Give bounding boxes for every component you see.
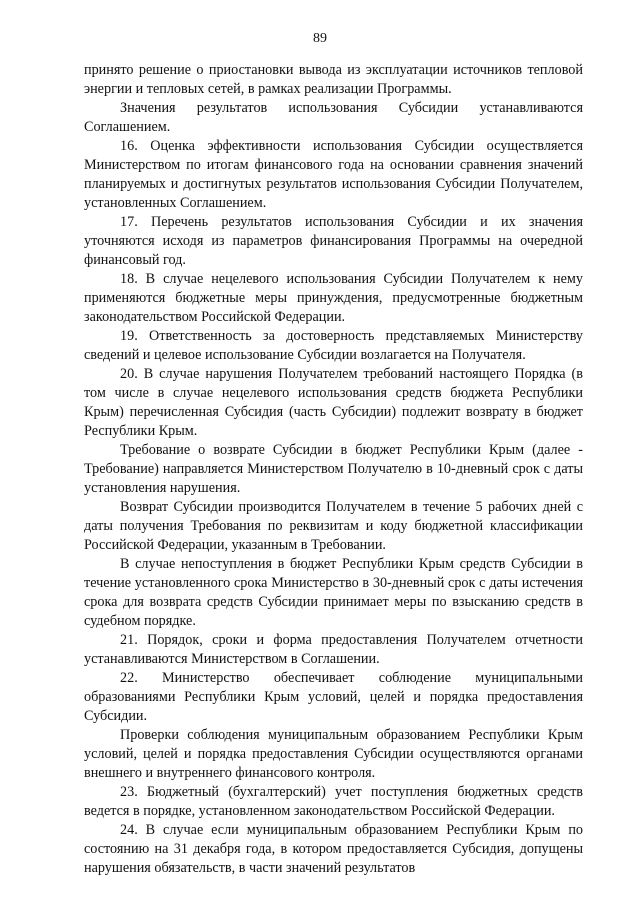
paragraph-17: 17. Перечень результатов использования Субсидии и их значения уточняются исходя из параметров финансирования Программы на очередной финансовый год. [84,214,583,268]
paragraph-22-inspections: Проверки соблюдения муниципальным образованием Республики Крым условий, целей и порядка предоставления Субсидии осуществляются органами внешнего и внутреннего финансового контроля. [84,727,583,781]
paragraph-20-non-receipt: В случае непоступления в бюджет Республики Крым средств Субсидии в течение установленного срока Министерство в 30-дневный срок с даты истечения срока для возврата средств Субсидии принимает меры по взысканию средств в судебном порядке. [84,556,583,629]
paragraph-24: 24. В случае если муниципальным образованием Республики Крым по состоянию на 31 декабря года, в котором предоставляется Субсидия, допущены нарушения обязательств, в части значений результатов [84,822,583,876]
paragraph-20-requirement: Требование о возврате Субсидии в бюджет Республики Крым (далее - Требование) направляется Министерством Получателю в 10-дневный срок с даты установления нарушения. [84,442,583,496]
paragraph-20: 20. В случае нарушения Получателем требований настоящего Порядка (в том числе в случае нецелевого использования средств бюджета Республики Крым) перечисленная Субсидия (часть Субсидии) подлежит возврату в бюджет Республики Крым. [84,366,583,439]
paragraph-continuation: принято решение о приостановки вывода из эксплуатации источников тепловой энергии и тепловых сетей, в рамках реализации Программы. [84,62,583,97]
paragraph-19: 19. Ответственность за достоверность представляемых Министерству сведений и целевое использование Субсидии возлагается на Получателя. [84,328,583,363]
paragraph-16: 16. Оценка эффективности использования Субсидии осуществляется Министерством по итогам финансового года на основании сравнения значений планируемых и достигнутых результатов использования Субсидии Получателем, установленных Соглашением. [84,138,583,211]
paragraph-22: 22. Министерство обеспечивает соблюдение муниципальными образованиями Республики Крым условий, целей и порядка предоставления Субсидии. [84,670,583,724]
paragraph-21: 21. Порядок, сроки и форма предоставления Получателем отчетности устанавливаются Министерством в Соглашении. [84,632,583,667]
paragraph-23: 23. Бюджетный (бухгалтерский) учет поступления бюджетных средств ведется в порядке, установленном законодательством Российской Федерации. [84,784,583,819]
paragraph-18: 18. В случае нецелевого использования Субсидии Получателем к нему применяются бюджетные меры принуждения, предусмотренные бюджетным законодательством Российской Федерации. [84,271,583,325]
paragraph-results-values: Значения результатов использования Субсидии устанавливаются Соглашением. [84,100,583,135]
document-body [84,61,583,878]
page-number: 89 [313,31,327,46]
paragraph-20-return: Возврат Субсидии производится Получателем в течение 5 рабочих дней с даты получения Требования по реквизитам и коду бюджетной классификации Российской Федерации, указанным в Требовании. [84,499,583,553]
